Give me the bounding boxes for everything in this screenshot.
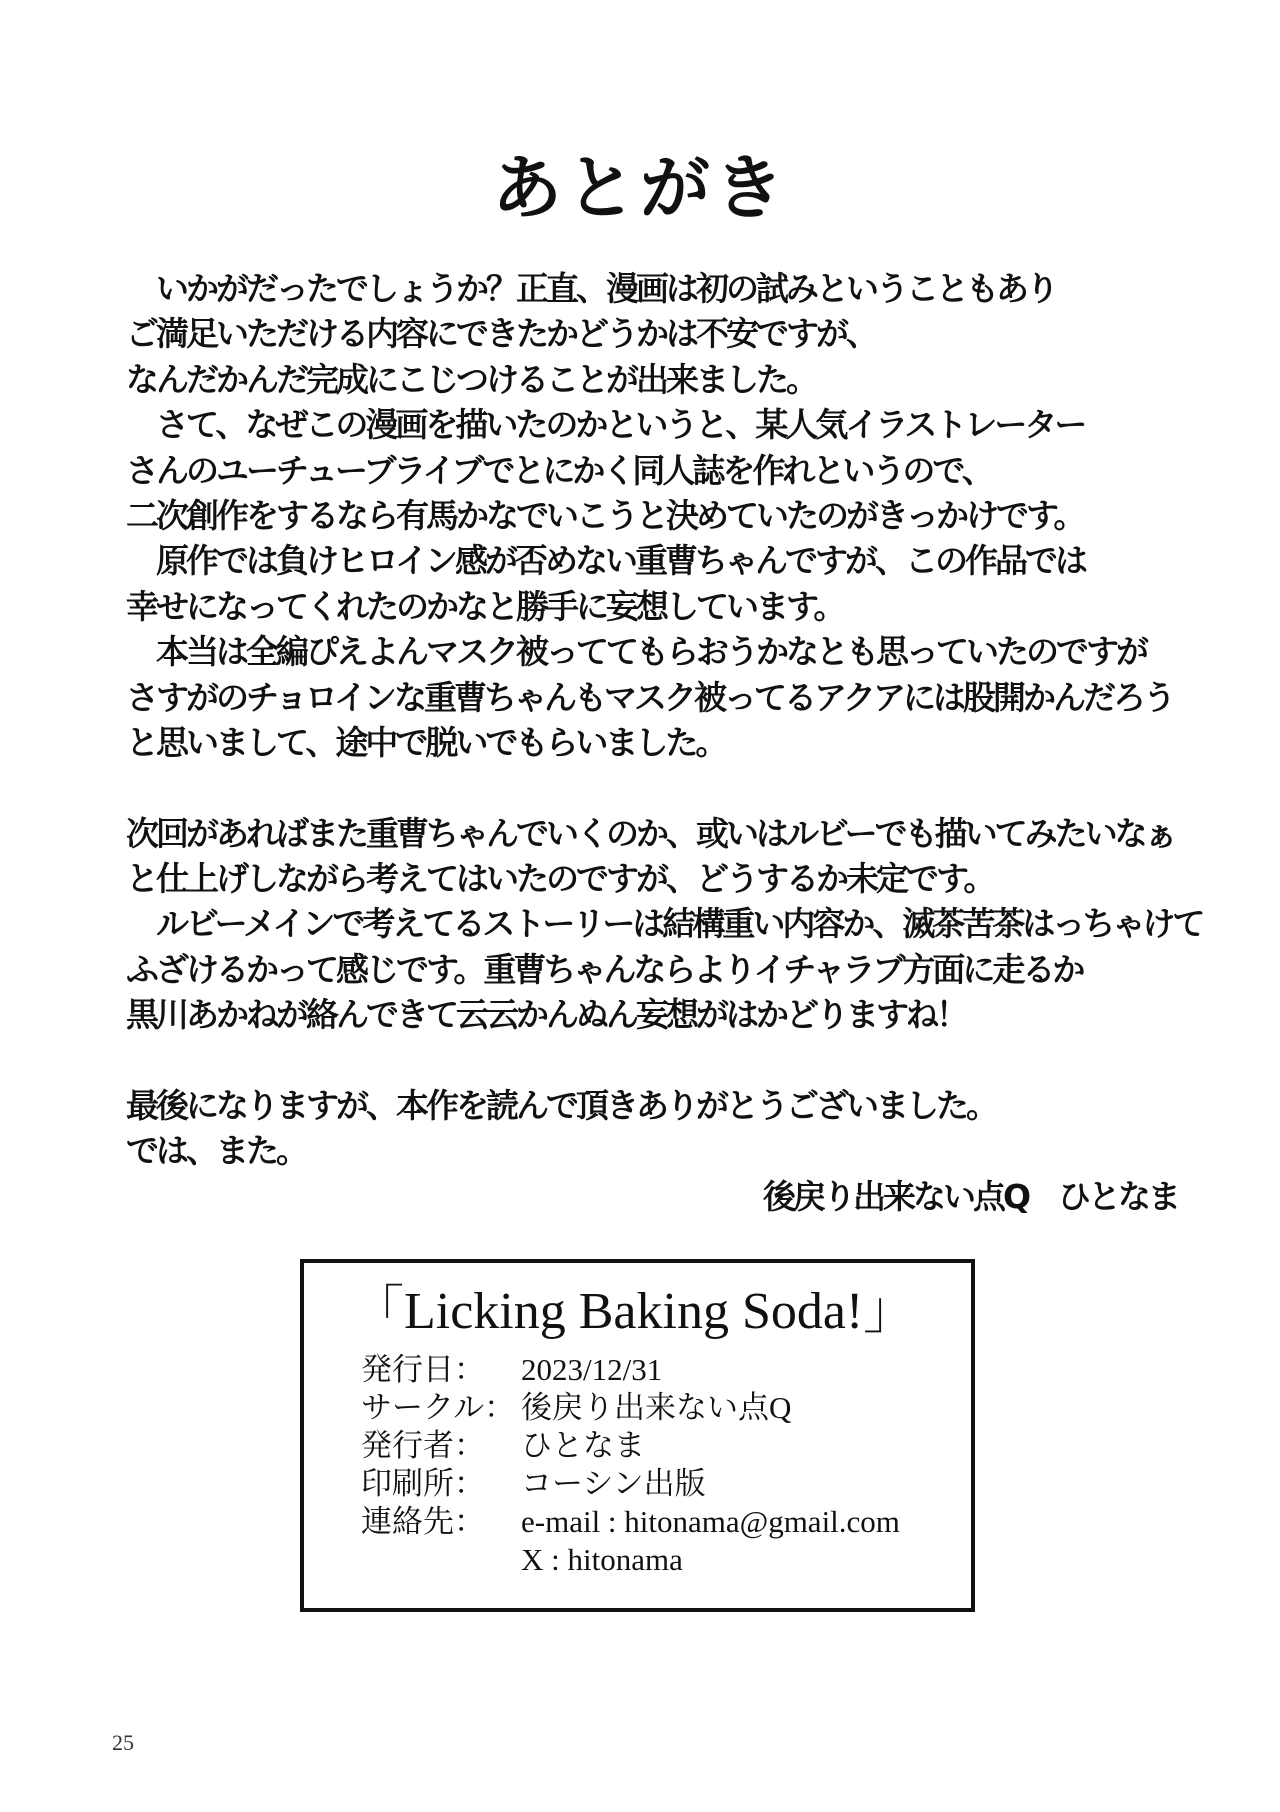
row-value: 2023/12/31 (521, 1352, 663, 1387)
colophon-row (361, 1503, 900, 1541)
row-value: ひとなま (521, 1428, 645, 1463)
colophon-row (361, 1351, 900, 1389)
text-line: さて、なぜこの漫画を描いたのかというと、某人気イラストレーター (156, 405, 1085, 445)
text-line: 原作では負けヒロイン感が否めない重曹ちゃんですが、この作品では (156, 541, 1086, 581)
row-label: 発行日： (361, 1352, 485, 1387)
text-line: さんのユーチューブライブでとにかく同人誌を作れというので、 (126, 450, 992, 490)
book-title: 「Licking Baking Soda!」 (352, 1283, 916, 1340)
text-line: いかがだったでしょうか？正直、漫画は初の試みということもあり (156, 269, 1056, 308)
text-line: 次回があればまた重曹ちゃんでいくのか、或いはルビーでも描いてみたいなぁ (126, 813, 1175, 853)
row-label: 発行者： (361, 1428, 485, 1463)
text-line: 本当は全編ぴえよんマスク被っててもらおうかなとも思っていたのですが (156, 632, 1146, 672)
row-value: X : hitonama (521, 1542, 683, 1577)
text-line: 幸せになってくれたのかなと勝手に妄想しています。 (126, 586, 844, 626)
colophon-rows (361, 1351, 900, 1579)
text-line: 最後になりますが、本作を読んで頂きありがとうございました。 (126, 1086, 996, 1126)
row-label: 印刷所： (361, 1466, 485, 1501)
text-line: ふざけるかって感じです。重曹ちゃんならよりイチャラブ方面に走るか (126, 949, 1083, 989)
page-heading: あとがき (492, 147, 788, 229)
text-line: ご満足いただける内容にできたかどうかは不安ですが、 (126, 314, 876, 354)
row-label: 連絡先： (361, 1504, 485, 1539)
text-line: 二次創作をするなら有馬かなでいこうと決めていたのがきっかけです。 (126, 495, 1084, 535)
row-label: サークル： (361, 1390, 516, 1425)
text-line: なんだかんだ完成にこじつけることが出来ました。 (126, 359, 816, 399)
colophon-box (300, 1259, 975, 1612)
colophon-row (361, 1465, 900, 1503)
afterword-body (126, 266, 1226, 1219)
row-label (361, 1541, 521, 1579)
text-line: さすがのチョロインな重曹ちゃんもマスク被ってるアクアには股開かんだろう (126, 677, 1174, 717)
text-line: と思いまして、途中で脱いでもらいました。 (126, 722, 726, 762)
text-line: では、また。 (126, 1131, 306, 1171)
text-line: 黒川あかねが絡んできて云云かんぬん妄想がはかどりますね！ (126, 995, 966, 1035)
row-value: コーシン出版 (521, 1466, 706, 1501)
text-line: ルビーメインで考えてるストーリーは結構重い内容か、滅茶苦茶はっちゃけて (156, 904, 1203, 944)
colophon-row (361, 1389, 900, 1427)
page-number: 25 (112, 1730, 134, 1755)
text-line: と仕上げしながら考えてはいたのですが、どうするか未定です。 (126, 859, 994, 899)
row-value: 後戻り出来ない点Q (521, 1390, 792, 1425)
row-value: e-mail : hitonama@gmail.com (521, 1504, 900, 1539)
signature: 後戻り出来ない点Q ひとなま (762, 1176, 1178, 1216)
colophon-row (361, 1427, 900, 1465)
colophon-row (361, 1541, 900, 1579)
